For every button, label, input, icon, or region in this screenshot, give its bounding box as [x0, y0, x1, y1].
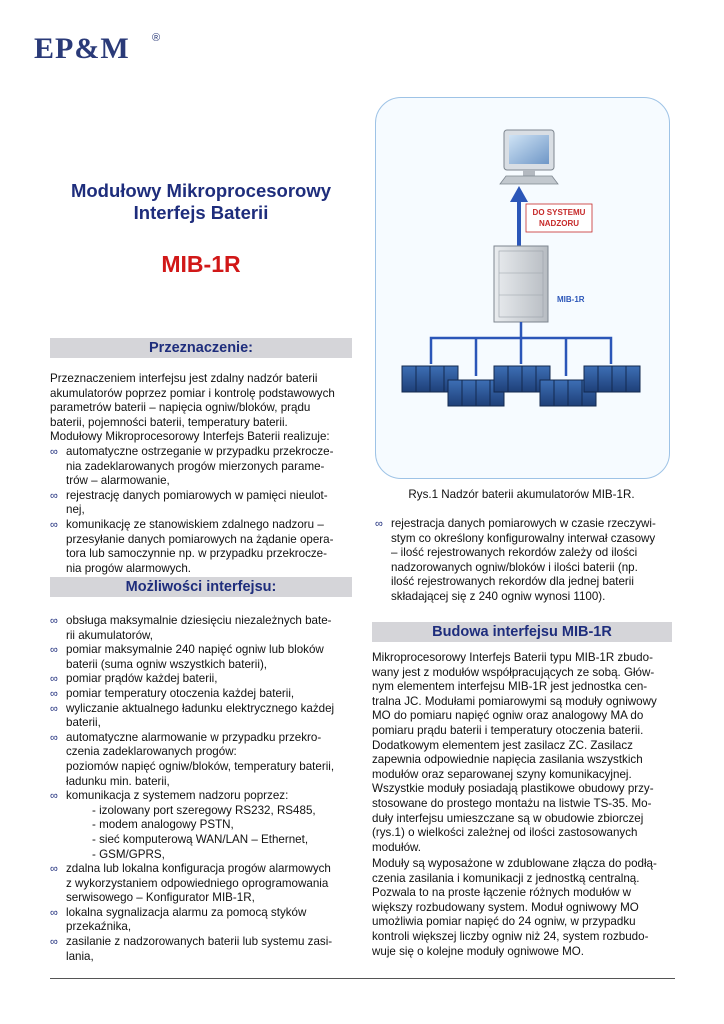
system-label-line2: NADZORU: [539, 219, 579, 228]
text-line: nym elementem interfejsu MIB-1R jest jednostka cen-: [372, 680, 648, 694]
text-line: modułów.: [372, 840, 421, 854]
upload-arrow-icon: [510, 186, 528, 246]
text-line: stosowane do prostego montażu na listwie TS-35. Mo-: [372, 796, 652, 810]
text-line: akumulatorów poprzez pomiar i kontrolę podstawowych: [50, 386, 335, 400]
text-line: zapewnia odpowiednie napięcia zasilania wszystkich: [372, 753, 643, 767]
sub-item: - modem analogowy PSTN,: [92, 818, 234, 832]
diagram-svg: [376, 98, 669, 478]
list-item: ∞ lokalna sygnalizacja alarmu za pomocą styków przekaźnika,: [50, 906, 352, 935]
list-item: ∞ rejestracja danych pomiarowych w czasie rzeczywi- stym co określony konfigurowalny interwał czasowy – ilość rejestrowanych rekordów zależy od ilości nadzorowanych ogniw/bloków i ilości baterii (np. ilość rejestrowanych rekordów dla jednej baterii składającej się z 240 ogniw wynosi 1100).: [375, 517, 668, 605]
text-line: Mikroprocesorowy Interfejs Baterii typu MIB-1R zbudo-: [372, 651, 653, 664]
text-line: umożliwia pomiar napięć do 24 ogniw, w przypadku: [372, 915, 636, 929]
list-item: ∞ komunikacja z systemem nadzoru poprzez: - izolowany port szeregowy RS232, RS485, - modem analogowy PSTN, - sieć komputerową WAN/LAN – Ethernet, - GSM/GPRS,: [50, 789, 352, 862]
section-heading-budowa: Budowa interfejsu MIB-1R: [372, 622, 672, 642]
list-item: ∞ zasilanie z nadzorowanych baterii lub systemu zasi- lania,: [50, 935, 352, 964]
text-line: Pozwala to na proste łączenie różnych modułów w: [372, 886, 632, 900]
logo-text: EP&M: [34, 32, 130, 65]
brand-logo: [34, 26, 184, 70]
rejestracja-list: [375, 517, 668, 605]
model-name: MIB-1R: [161, 251, 241, 277]
communication-sublist: [66, 804, 352, 862]
text-line: kontroli większej liczby ogniw niż 24, system rozbudo-: [372, 929, 649, 943]
system-diagram: [375, 97, 670, 479]
section-heading-przeznaczenie: Przeznaczenie:: [50, 338, 352, 358]
sub-item: - izolowany port szeregowy RS232, RS485,: [92, 803, 316, 817]
text-line: parametrów baterii – napięcia ogniw/bloków, prądu: [50, 401, 311, 415]
unit-label: MIB-1R: [557, 295, 585, 304]
list-item: ∞ pomiar temperatury otoczenia każdej baterii,: [50, 687, 352, 702]
text-line: MO do pomiaru napięć ogniw oraz analogowy MA do: [372, 709, 644, 723]
budowa-paragraph-1: [372, 651, 672, 855]
list-item: ∞ pomiar maksymalnie 240 napięć ogniw lub bloków baterii (suma ogniw wszystkich baterii),: [50, 643, 352, 672]
product-title: [50, 180, 352, 224]
list-item: ∞ rejestrację danych pomiarowych w pamięci nieulot- nej,: [50, 489, 352, 518]
title-line-1: Modułowy Mikroprocesorowy: [70, 180, 332, 201]
text-line: duły interfejsu umieszczane są w obudowie zbiorczej: [372, 811, 644, 825]
text-line: pomiaru prądu baterii i temperatury otoczenia baterii.: [372, 723, 644, 737]
sub-item: - GSM/GPRS,: [92, 847, 165, 861]
text-line: Modułowy Mikroprocesorowy Interfejs Baterii realizuje:: [50, 430, 330, 444]
battery-group-5: [584, 366, 640, 392]
budowa-paragraph-2: [372, 857, 672, 959]
list-item: ∞ pomiar prądów każdej baterii,: [50, 672, 352, 687]
system-label-line1: DO SYSTEMU: [532, 208, 586, 217]
text-line: Dodatkowym elementem jest zasilacz ZC. Zasilacz: [372, 738, 633, 752]
cabinet-icon: [494, 246, 548, 322]
list-item: ∞ automatyczne ostrzeganie w przypadku przekrocze- nia zadeklarowanych progów mierzonych parame- trów – alarmowanie,: [50, 445, 352, 489]
text-line: tralna JC. Modułami pomiarowymi są moduły ogniwowy: [372, 694, 657, 708]
figure-caption: Rys.1 Nadzór baterii akumulatorów MIB-1R.: [408, 488, 635, 501]
computer-monitor-icon: [500, 130, 558, 184]
list-item: ∞ zdalna lub lokalna konfiguracja progów alarmowych z wykorzystaniem odpowiedniego oprogramowania serwisowego – Konfigurator MIB-1R,: [50, 862, 352, 906]
text-line: Wszystkie moduły posiadają plastikowe obudowy przy-: [372, 782, 654, 796]
przeznaczenie-intro: [50, 372, 352, 445]
text-line: wuje się o kolejne moduły ogniwowe MO.: [372, 944, 585, 958]
text-line: (rys.1) o wielkości zależnej od ilości zastosowanych: [372, 826, 638, 840]
footer-divider: [50, 978, 675, 979]
sub-item: - sieć komputerową WAN/LAN – Ethernet,: [92, 832, 309, 846]
list-item: ∞ komunikację ze stanowiskiem zdalnego nadzoru – przesyłanie danych pomiarowych na żądanie opera- tora lub samoczynnie np. w przypadku przekrocze- nia progów alarmowych.: [50, 518, 352, 576]
mozliwosci-list: [50, 614, 352, 964]
list-item: ∞ automatyczne alarmowanie w przypadku przekro- czenia zadeklarowanych progów: poziomów napięć ogniw/bloków, temperatury baterii, ładunku min. baterii,: [50, 731, 352, 789]
registered-mark: ®: [152, 32, 161, 44]
text-line: Moduły są wyposażone w zdublowane złącza do podłą-: [372, 857, 657, 870]
list-item: ∞ obsługa maksymalnie dziesięciu niezależnych bate- rii akumulatorów,: [50, 614, 352, 643]
text-line: Przeznaczeniem interfejsu jest zdalny nadzór baterii: [50, 372, 318, 385]
list-item: ∞ wyliczanie aktualnego ładunku elektrycznego każdej baterii,: [50, 702, 352, 731]
przeznaczenie-list: [50, 445, 352, 576]
text-line: modułów oraz separowanej szyny komunikacyjnej.: [372, 767, 632, 781]
text-line: wany jest z modułów współpracujących ze sobą. Głów-: [372, 665, 655, 679]
text-line: czenia zasilania i komunikacji z jednostką centralną.: [372, 871, 640, 885]
section-heading-mozliwosci: Możliwości interfejsu:: [50, 577, 352, 597]
text-line: większy rozbudowany system. Moduł ogniwowy MO: [372, 900, 639, 914]
title-line-2: Interfejs Baterii: [133, 202, 269, 223]
text-line: baterii, pojemności baterii, temperatury baterii.: [50, 415, 288, 429]
